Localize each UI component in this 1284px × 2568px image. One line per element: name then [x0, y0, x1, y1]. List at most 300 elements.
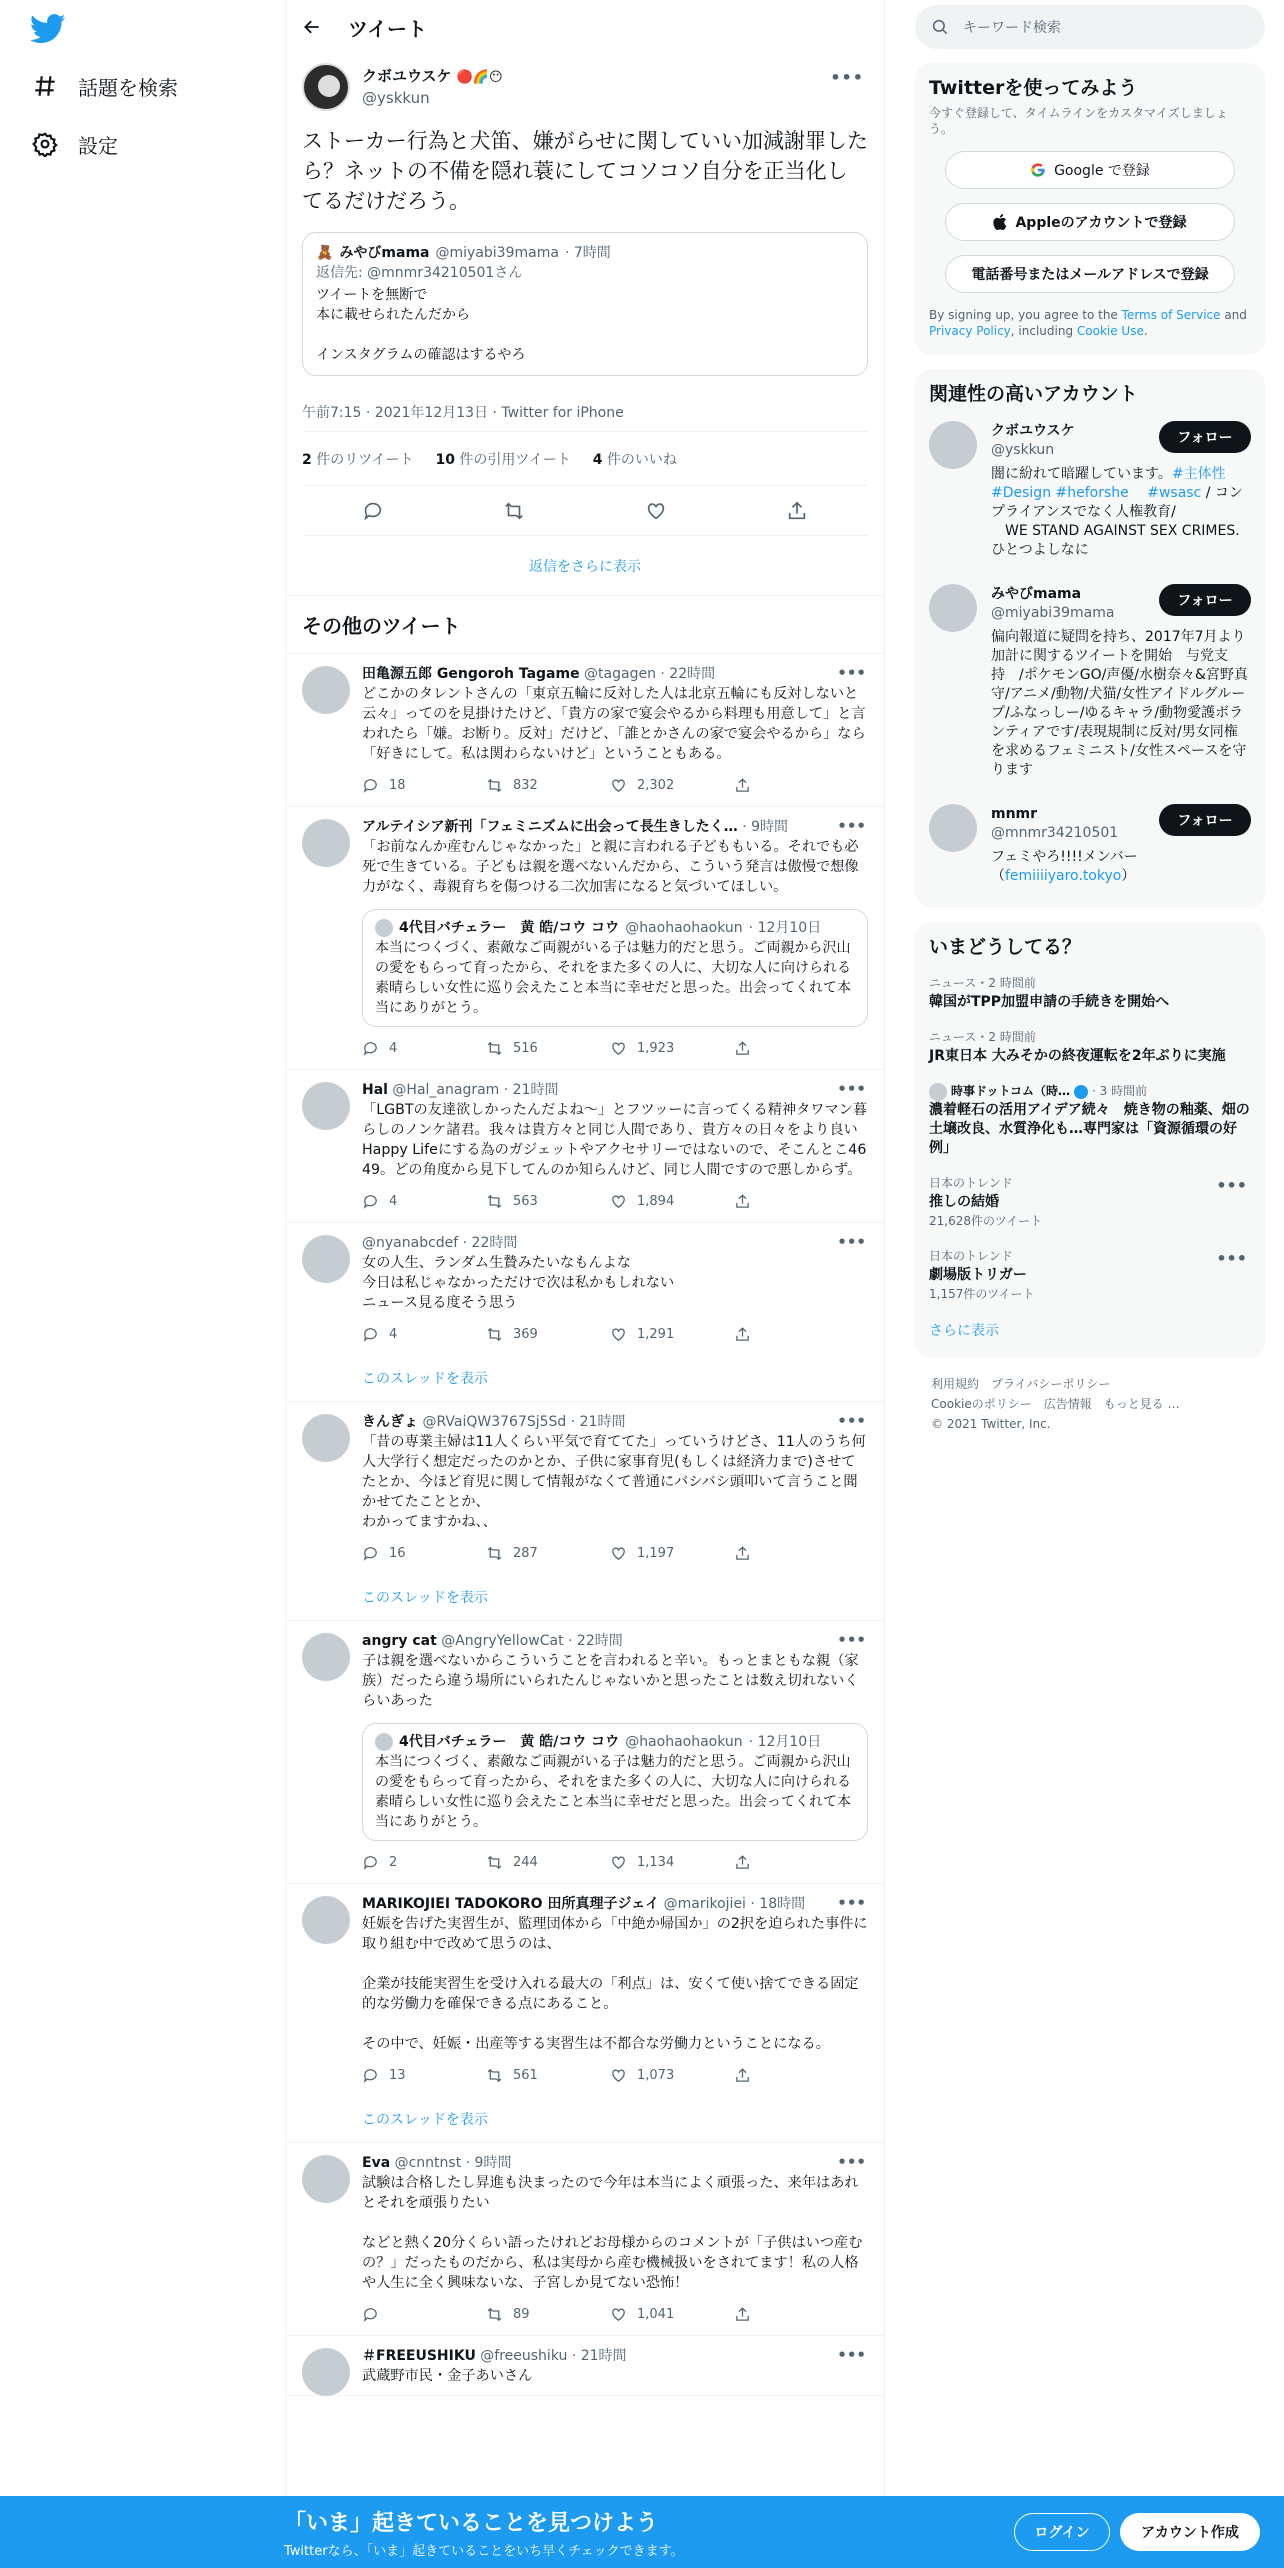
nav-explore[interactable] [32, 66, 178, 106]
trend-source: 時事ドットコム（時… [951, 1084, 1071, 1098]
tweet-author-name[interactable]: Hal [362, 1082, 388, 1098]
retweet-icon[interactable] [486, 1854, 503, 1871]
reply-count: 4 [389, 1040, 398, 1056]
reply-icon[interactable] [362, 1854, 379, 1871]
privacy-link[interactable]: Privacy Policy [929, 324, 1011, 338]
retweet-icon[interactable] [486, 777, 503, 794]
tweet-author-handle[interactable]: @marikojiei [663, 1896, 746, 1912]
retweet-action[interactable] [486, 1193, 610, 1210]
quotes-stat[interactable]: 10 件の引用ツイート [435, 451, 571, 468]
bio-text: フェミやろ!!!!メンバー （ [991, 849, 1138, 884]
tweet-item[interactable] [286, 807, 884, 1070]
avatar[interactable] [302, 1082, 350, 1130]
retweet-count: 244 [513, 1854, 538, 1870]
tweet-author-handle[interactable]: @nyanabcdef [362, 1235, 459, 1251]
like-icon[interactable] [610, 2067, 627, 2084]
signup-legal: By signing up, you agree to the Terms of Service and Privacy Policy, including Cookie Use. [929, 308, 1247, 338]
like-count: 1,041 [637, 2306, 675, 2322]
account-bio [991, 848, 1251, 886]
retweet-icon[interactable] [486, 2067, 503, 2084]
tweet-text: 武蔵野市民・金子あいさん [362, 2368, 533, 2384]
retweet-count: 561 [513, 2067, 538, 2083]
tweet-author-name[interactable]: 田亀源五郎 Gengoroh Tagame [362, 666, 580, 682]
quote-avatar [375, 919, 393, 937]
tweet-text: 妊娠を告げた実習生が、監理団体から「中絶か帰国か」の2択を迫られた事件に取り組む中で改めて思うのは、 企業が技能実習生を受け入れる最大の「利点」は、安くて使い捨てできる固定的な労働力を確保できる点にあること。 その中で、妊娠・出産等する実習生は不都合な労働力ということになる。 [362, 1916, 868, 2052]
share-action[interactable] [734, 777, 858, 794]
reply-action[interactable] [362, 777, 486, 794]
like-count: 1,894 [637, 1193, 675, 1209]
tweet-header [362, 664, 868, 684]
retweet-count: 287 [513, 1545, 538, 1561]
tweet-time[interactable]: · 21時間 [571, 2348, 627, 2364]
like-action[interactable] [610, 2067, 734, 2084]
retweet-action[interactable] [486, 777, 610, 794]
quote-text: 本当につくづく、素敵なご両親がいる子は魅力的だと思う。ご両親から沢山の愛をもらって育ったから、それをまた多くの人に、大切な人に向けられる素晴らしい女性に巡り会えたこと本当に幸せだと思った。出会ってくれて本当にありがとう。 [375, 1754, 851, 1830]
quoted-tweet[interactable] [302, 232, 868, 376]
reply-icon[interactable] [362, 2306, 379, 2323]
signup-title: Twitterを使ってみよう [929, 77, 1138, 99]
reply-icon[interactable] [362, 1040, 379, 1057]
avatar[interactable] [929, 584, 977, 632]
trend-title: JR東日本 大みそかの終夜運転を2年ぶりに実施 [929, 1048, 1226, 1064]
author-handle[interactable]: @yskkun [362, 89, 430, 107]
account-handle[interactable]: @miyabi39mama [991, 605, 1115, 621]
share-icon[interactable] [734, 2306, 751, 2323]
retweet-action[interactable] [486, 1040, 610, 1057]
follow-button[interactable]: フォロー [1159, 421, 1251, 453]
trend-title: 韓国がTPP加盟申請の手続きを開始へ [929, 994, 1170, 1010]
trend-count: 1,157件のツイート [929, 1287, 1035, 1301]
tweet-header [362, 1412, 868, 1432]
quote-header [375, 1732, 855, 1752]
cookie-link[interactable]: Cookie Use [1076, 324, 1144, 338]
show-thread-link[interactable]: このスレッドを表示 [362, 1371, 488, 1387]
account-item[interactable] [929, 570, 1251, 790]
show-thread-link[interactable]: このスレッドを表示 [362, 1590, 488, 1606]
more-icon[interactable]: ••• [837, 817, 866, 835]
terms-link[interactable]: Terms of Service [1121, 308, 1221, 322]
reply-action[interactable] [362, 1040, 486, 1057]
quote-author-handle: @miyabi39mama [435, 245, 559, 261]
tweet-item[interactable] [286, 1621, 884, 1884]
more-icon[interactable]: ••• [837, 2346, 866, 2364]
tweet-item[interactable] [286, 1223, 884, 1402]
reply-icon[interactable] [362, 1326, 379, 1343]
tweet-time[interactable]: · 22時間 [660, 666, 716, 682]
reply-count: 18 [389, 777, 406, 793]
tweet-time[interactable]: · 21時間 [570, 1414, 626, 1430]
twitter-logo-icon[interactable] [30, 14, 66, 44]
like-icon[interactable] [610, 2306, 627, 2323]
share-action[interactable] [734, 1326, 858, 1343]
tweet-author-name[interactable]: MARIKOJIEI TADOKORO 田所真理子ジェイ [362, 1896, 660, 1912]
quote-emoji: 🧸 [316, 245, 334, 261]
more-icon[interactable]: ••• [1216, 1249, 1247, 1268]
quote-time: · 12月10日 [748, 1734, 822, 1750]
tweet-author-name[interactable]: きんぎょ [362, 1414, 418, 1430]
like-action[interactable] [610, 1326, 734, 1343]
tweet-author-name[interactable]: アルテイシア新刊「フェミニズムに出会って長生きしたく… [362, 819, 738, 835]
bio-text-2: ） [1121, 868, 1136, 884]
trend-context-text: 日本のトレンド [929, 1176, 1013, 1190]
hashtag-icon [32, 73, 58, 99]
search-icon [931, 18, 949, 36]
share-icon[interactable] [786, 500, 808, 522]
bottom-signup-bar [0, 2496, 1284, 2568]
reply-action[interactable] [362, 1854, 486, 1871]
reply-count: 16 [389, 1545, 406, 1561]
footer-cookie[interactable]: Cookieのポリシー [931, 1397, 1032, 1411]
main-column [285, 0, 885, 2568]
retweet-action[interactable] [486, 1545, 610, 1562]
author-emoji: 🔴🌈😶 [456, 70, 503, 85]
nav-settings-label: 設定 [78, 133, 118, 158]
tweet-item[interactable] [286, 2143, 884, 2336]
retweet-icon[interactable] [503, 500, 525, 522]
trend-item[interactable] [929, 1074, 1251, 1166]
tweet-author-name[interactable]: ＃FREEUSHIKU [362, 2348, 476, 2364]
quote-time: · 7時間 [564, 245, 611, 261]
tweet-item[interactable] [286, 1402, 884, 1621]
reply-prefix: 返信先: [316, 265, 368, 281]
tweet-author-handle[interactable]: @freeushiku [480, 2348, 568, 2364]
avatar[interactable] [302, 63, 350, 111]
reply-icon[interactable] [362, 1193, 379, 1210]
tweet-item[interactable] [286, 1070, 884, 1223]
like-action[interactable] [610, 1040, 734, 1057]
share-icon[interactable] [734, 1040, 751, 1057]
avatar[interactable] [302, 1235, 350, 1283]
show-thread-link[interactable]: このスレッドを表示 [362, 2112, 488, 2128]
more-icon[interactable]: ••• [837, 1894, 866, 1912]
trend-item[interactable] [929, 966, 1251, 1020]
google-signup-label: Google で登録 [1054, 163, 1150, 179]
like-action[interactable] [610, 1854, 734, 1871]
tweet-actions [362, 1532, 868, 1574]
back-arrow-icon[interactable] [302, 17, 322, 37]
tweet-time[interactable]: · 9時間 [465, 2155, 512, 2171]
retweet-icon[interactable] [486, 1545, 503, 1562]
retweet-action[interactable] [486, 2067, 610, 2084]
tweet-actions [362, 2054, 868, 2096]
tweet-header [362, 1080, 868, 1100]
account-name[interactable]: mnmr [991, 806, 1038, 822]
tweet-time[interactable]: · 21時間 [503, 1082, 559, 1098]
retweets-stat[interactable]: 2 件のリツイート [302, 451, 414, 468]
bottom-subtitle: Twitterなら、「いま」起きていることをいち早くチェックできます。 [284, 2544, 684, 2559]
avatar[interactable] [929, 421, 977, 469]
more-icon[interactable]: ••• [837, 1631, 866, 1649]
reply-icon[interactable] [362, 1545, 379, 1562]
avatar[interactable] [302, 2348, 350, 2396]
account-item[interactable] [929, 407, 1251, 570]
retweet-count: 516 [513, 1040, 538, 1056]
tweet-stats [302, 432, 868, 486]
bio-link[interactable]: #主体性 #Design #heforshe #wsasc [991, 466, 1231, 501]
apple-signup-button[interactable] [945, 203, 1235, 241]
trend-context [929, 1247, 1251, 1266]
account-handle[interactable]: @yskkun [991, 442, 1055, 458]
trend-list [929, 966, 1251, 1312]
more-icon[interactable]: ••• [837, 1412, 866, 1430]
bottom-title: 「いま」起きていることを見つけよう [284, 2511, 659, 2536]
trends-title: いまどうしてる？ [929, 936, 1082, 958]
avatar[interactable] [302, 1896, 350, 1944]
nav-settings[interactable] [32, 124, 118, 164]
share-action[interactable] [734, 1193, 858, 1210]
like-count: 1,134 [637, 1854, 675, 1870]
retweet-icon[interactable] [486, 1193, 503, 1210]
share-icon[interactable] [734, 2067, 751, 2084]
likes-stat[interactable]: 4 件のいいね [592, 451, 677, 468]
quoted-tweet[interactable] [362, 1723, 868, 1841]
share-icon[interactable] [734, 1193, 751, 1210]
like-icon[interactable] [645, 500, 667, 522]
quote-author-name: 4代目バチェラー 黄 皓/コウ コウ [399, 1734, 620, 1750]
tweet-author-name[interactable]: angry cat [362, 1633, 437, 1649]
account-bio [991, 465, 1251, 560]
tweet-actions [362, 1313, 868, 1355]
quote-author-handle: @haohaohaokun [625, 1734, 743, 1750]
more-icon[interactable]: ••• [837, 664, 866, 682]
quote-time: · 12月10日 [748, 920, 822, 936]
verified-icon [1074, 1085, 1088, 1099]
tweet-text: 女の人生、ランダム生贄みたいなもんよな 今日は私じゃなかっただけで次は私かもしれない ニュース見る度そう思う [362, 1255, 675, 1311]
reply-icon[interactable] [362, 500, 384, 522]
retweet-count: 89 [513, 2306, 530, 2322]
page-title: ツイート [348, 16, 427, 41]
quote-author-name: みやびmama [339, 245, 430, 261]
show-more-replies[interactable]: 返信をさらに表示 [286, 536, 884, 596]
like-count: 1,291 [637, 1326, 675, 1342]
tweet-text: 「LGBTの友達欲しかったんだよね～」とフツッーに言ってくる精神タワマン暮らしのノンケ諸君。我々は貴方々と同じ人間であり、貴方々の日々をより良いHappy Lifeにする為のガジェットやアクセサリーではないので、そこんとこ4649。どの角度から見下してんのか知らんけど、同じ人間ですので悪しからず。 [362, 1102, 868, 1178]
tweet-time[interactable]: · 18時間 [750, 1896, 806, 1912]
search-bar[interactable] [915, 5, 1265, 49]
tweet-header [362, 1631, 868, 1651]
tweet-text: ストーカー行為と犬笛、嫌がらせに関していい加減謝罪したら？ネットの不備を隠れ蓑にしてコソコソ自分を正当化してるだけだろう。 [302, 129, 868, 213]
account-name[interactable]: みやびmama [991, 586, 1082, 602]
tweet-author [302, 62, 868, 112]
retweet-action[interactable] [486, 1326, 610, 1343]
tweet-actions [362, 764, 868, 806]
trend-context-text: 日本のトレンド [929, 1249, 1013, 1263]
share-icon[interactable] [734, 1854, 751, 1871]
quote-header [375, 918, 855, 938]
share-icon[interactable] [734, 1545, 751, 1562]
share-icon[interactable] [734, 1326, 751, 1343]
apple-icon [993, 214, 1007, 230]
tweet-time[interactable]: · 9時間 [742, 819, 789, 835]
trends-card [915, 922, 1265, 1358]
footer-privacy[interactable]: プライバシーポリシー [991, 1377, 1111, 1391]
related-title: 関連性の高いアカウント [929, 383, 1138, 405]
share-icon[interactable] [734, 777, 751, 794]
more-icon[interactable]: ••• [837, 1080, 866, 1098]
avatar[interactable] [302, 1414, 350, 1462]
bio-text-2: / コンプライアンスでなく人権教育/ WE STAND AGAINST SEX CRIMES. ひとつよしなに [991, 485, 1243, 558]
tweet-list [286, 654, 884, 2396]
phone-signup-label: 電話番号またはメールアドレスで登録 [971, 267, 1209, 283]
share-action[interactable] [734, 1040, 858, 1057]
tweet-text: 「昔の専業主婦は11人くらい平気で育ててた」っていうけどさ、11人のうち何人大学行く想定だったのかとか、子供に家事育児(もしくは経済力まで)させてたとか、今ほど育児に関して情報がなくて普通にバシバシ頭叩いて言うこと聞かせてたこととか、 わかってますかね、、 [362, 1434, 866, 1530]
tweet-author-handle[interactable]: @tagagen [584, 666, 656, 682]
avatar[interactable] [302, 2155, 350, 2203]
reply-action[interactable] [362, 1193, 486, 1210]
retweet-icon[interactable] [486, 2306, 503, 2323]
tweet-meta[interactable]: 午前7:15 · 2021年12月13日 · Twitter for iPhone [302, 392, 868, 432]
account-name[interactable]: クボユウスケ [991, 423, 1075, 439]
reply-icon[interactable] [362, 2067, 379, 2084]
like-action[interactable] [610, 1193, 734, 1210]
tweet-actions [362, 1027, 868, 1069]
tweet-author-handle[interactable]: @RVaiQW3767Sj5Sd [422, 1414, 567, 1430]
like-icon[interactable] [610, 1193, 627, 1210]
quoted-tweet[interactable] [362, 909, 868, 1027]
like-action[interactable] [610, 1545, 734, 1562]
bio-link[interactable]: femiiiiyaro.tokyo [1005, 868, 1122, 884]
account-handle[interactable]: @mnmr34210501 [991, 825, 1119, 841]
more-icon[interactable]: ••• [830, 68, 864, 87]
like-icon[interactable] [610, 777, 627, 794]
left-nav [0, 0, 285, 2568]
related-accounts-card [915, 369, 1265, 908]
author-name[interactable]: クボユウスケ [362, 67, 452, 85]
trend-context [929, 974, 1251, 993]
trend-title: 濃着軽石の活用アイデア続々 焼き物の釉薬、畑の土壌改良、水質浄化も…専門家は「資源循環の好例」 [929, 1102, 1250, 1156]
like-icon[interactable] [610, 1326, 627, 1343]
search-input[interactable]: キーワード検索 [963, 20, 1061, 36]
retweet-icon[interactable] [486, 1326, 503, 1343]
reply-action[interactable] [362, 1545, 486, 1562]
like-count: 1,923 [637, 1040, 675, 1056]
signup-button[interactable]: アカウント作成 [1120, 2513, 1260, 2551]
google-signup-button[interactable] [945, 151, 1235, 189]
signup-subtitle: 今すぐ登録して、タイムラインをカスタマイズしましょう。 [929, 106, 1228, 136]
bio-text: 偏向報道に疑問を持ち、2017年7月より加計に関するツイートを開始 与党支持 /ポケモンGO/声優/水樹奈々&宮野真守/アニメ/動物/犬猫/女性アイドルグループ/ふなっしー/ゆるキャラ/動物愛護ボランティアです/表現規制に反対/男女同権を求めるフェミニスト/女性スペースを守ります [991, 629, 1248, 778]
like-action[interactable] [610, 2306, 734, 2323]
tweet-author-handle[interactable]: @cnntnst [394, 2155, 462, 2171]
apple-signup-label: Appleのアカウントで登録 [1015, 215, 1187, 231]
trend-item[interactable] [929, 1166, 1251, 1239]
retweet-action[interactable] [486, 1854, 610, 1871]
more-icon[interactable]: ••• [837, 1233, 866, 1251]
footer-terms[interactable]: 利用規約 [931, 1377, 980, 1391]
tweet-author-handle[interactable]: @Hal_anagram [392, 1082, 500, 1098]
trend-context [929, 1174, 1251, 1193]
like-action[interactable] [610, 777, 734, 794]
reply-action[interactable] [362, 1326, 486, 1343]
tweet-header [362, 2153, 868, 2173]
reply-count: 4 [389, 1193, 398, 1209]
tweet-header [362, 817, 868, 837]
share-action[interactable] [734, 1854, 858, 1871]
tweet-actions [302, 486, 868, 536]
trend-item[interactable] [929, 1020, 1251, 1074]
follow-button[interactable]: フォロー [1159, 584, 1251, 616]
trend-context-text: ニュース・2 時間前 [929, 1030, 1036, 1044]
footer-more[interactable]: もっと見る … [1103, 1397, 1180, 1411]
trend-item[interactable] [929, 1239, 1251, 1312]
tweet-header [362, 1233, 868, 1253]
tweet-time[interactable]: · 22時間 [462, 1235, 518, 1251]
avatar[interactable] [929, 804, 977, 852]
like-icon[interactable] [610, 1854, 627, 1871]
more-icon[interactable]: ••• [837, 2153, 866, 2171]
account-item[interactable] [929, 790, 1251, 896]
reply-count: 2 [389, 1854, 398, 1870]
reply-count: 4 [389, 1326, 398, 1342]
avatar[interactable] [302, 819, 350, 867]
tweet-author-handle[interactable]: @AngryYellowCat [441, 1633, 564, 1649]
tweet-text: 子は親を選べないからこういうことを言われると辛い。もっとまともな親（家族）だったら違う場所にいられたんじゃないかと思ったことは数え切れないくらいあった [362, 1653, 859, 1709]
share-action[interactable] [734, 2306, 858, 2323]
follow-button[interactable]: フォロー [1159, 804, 1251, 836]
other-tweets-heading: その他のツイート [286, 596, 884, 654]
quote-text: 本当につくづく、素敵なご両親がいる子は魅力的だと思う。ご両親から沢山の愛をもらって育ったから、それをまた多くの人に、大切な人に向けられる素晴らしい女性に巡り会えたこと本当に幸せだと思った。出会ってくれて本当にありがとう。 [375, 940, 851, 1016]
tweet-author-name[interactable]: Eva [362, 2155, 391, 2171]
tweet-time[interactable]: · 22時間 [568, 1633, 623, 1649]
trend-context-text: ニュース・2 時間前 [929, 976, 1036, 990]
reply-to[interactable]: @mnmr34210501さん [367, 265, 523, 281]
tweet-actions [362, 1180, 868, 1222]
like-icon[interactable] [610, 1545, 627, 1562]
retweet-count: 369 [513, 1326, 538, 1342]
gear-icon [32, 131, 58, 157]
reply-count: 13 [389, 2067, 406, 2083]
more-icon[interactable]: ••• [1216, 1176, 1247, 1195]
trend-title: 推しの結婚 [929, 1194, 999, 1210]
like-count: 1,073 [637, 2067, 675, 2083]
bio-text: 闇に紛れて暗躍しています。 [991, 466, 1172, 482]
login-button[interactable]: ログイン [1014, 2513, 1110, 2551]
tweet-actions [362, 1841, 868, 1883]
reply-action[interactable] [362, 2306, 486, 2323]
tweet-item[interactable] [286, 1884, 884, 2143]
like-count: 1,197 [637, 1545, 675, 1561]
phone-signup-button[interactable] [945, 255, 1235, 293]
footer [915, 1374, 1265, 1434]
share-action[interactable] [734, 1545, 858, 1562]
trend-context [929, 1082, 1251, 1101]
tweet-text: 「お前なんか産むんじゃなかった」と親に言われる子どももいる。それでも必死で生きている。子どもは親を選べないんだから、こういう発言は傲慢で想像力がなく、毒親育ちを傷つける二次加害になると気づいてほしい。 [362, 839, 859, 895]
tweet-item[interactable] [286, 2336, 884, 2396]
avatar[interactable] [302, 1633, 350, 1681]
footer-copyright: © 2021 Twitter, Inc. [931, 1417, 1051, 1431]
share-action[interactable] [734, 2067, 858, 2084]
reply-icon[interactable] [362, 777, 379, 794]
show-more-trends[interactable]: さらに表示 [929, 1323, 999, 1339]
reply-action[interactable] [362, 2067, 486, 2084]
right-column [915, 0, 1265, 1434]
main-tweet [286, 54, 884, 536]
like-icon[interactable] [610, 1040, 627, 1057]
avatar[interactable] [302, 666, 350, 714]
account-list [929, 407, 1251, 896]
retweet-action[interactable] [486, 2306, 610, 2323]
tweet-text: どこかのタレントさんの「東京五輪に反対した人は北京五輪にも反対しないと云々」ってのを見掛けたけど、「貴方の家で宴会やるから料理も用意して」と言われたら「嫌。お断り。反対」だけど、「誰とかさんの家で宴会やるから」なら「好きにして。私は関わらないけど」ということもある。 [362, 686, 866, 762]
account-bio [991, 628, 1251, 780]
tweet-item[interactable] [286, 654, 884, 807]
google-icon [1030, 162, 1046, 178]
quote-avatar [375, 1733, 393, 1751]
tweet-header [362, 1894, 868, 1914]
like-count: 2,302 [637, 777, 675, 793]
retweet-icon[interactable] [486, 1040, 503, 1057]
nav-explore-label: 話題を検索 [78, 75, 178, 100]
trend-context [929, 1028, 1251, 1047]
header [286, 0, 884, 54]
footer-ads[interactable]: 広告情報 [1043, 1397, 1092, 1411]
